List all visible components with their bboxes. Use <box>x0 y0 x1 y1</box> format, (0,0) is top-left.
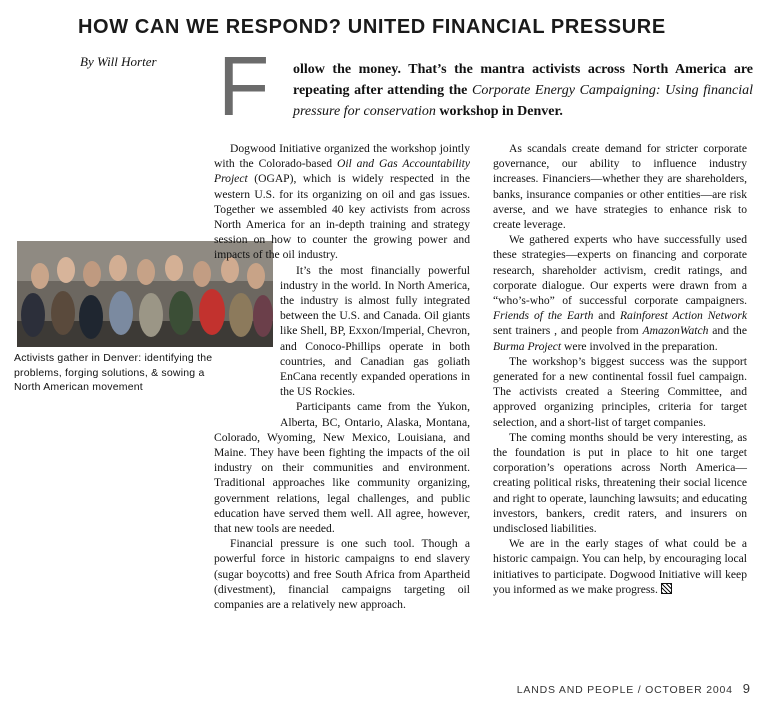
paragraph <box>493 536 747 597</box>
photo-person <box>137 259 155 285</box>
photo-person <box>21 293 45 337</box>
photo-person <box>31 263 49 289</box>
photo-person <box>169 291 193 335</box>
article-column-2 <box>493 141 747 597</box>
lead-text-b: workshop in Denver. <box>435 104 563 119</box>
page-headline: HOW CAN WE RESPOND? UNITED FINANCIAL PRESSURE <box>78 16 666 38</box>
lead-text-a: ollow the money. That’s the mantra activists across North America are repeating after attending the <box>293 62 753 98</box>
paragraph: The workshop’s biggest success was the support generated for a new continental fossil fuel campaign. The activists created a Steering Committee, and approved organizing principles, criteria for target selection, and a short-list of target companies. <box>493 354 747 429</box>
text-run: We gathered experts who have successfully used these strategies—experts on financing and corporate research, shareholder activism, credit ratings, and corporate dialogue. Our experts were drawn from a “who’s-who” of successful corporate campaigners. <box>493 233 747 308</box>
text-run: sent trainers , and people from <box>493 324 643 338</box>
paragraph: Participants came from the Yukon, Alberta, BC, Ontario, Alaska, Montana, Colorado, Wyoming, New Mexico, Louisiana, and Maine. They have been fighting the impacts of the oil industry on their communities and environment. Traditional approaches like community organizing, government relations, legal challenges, and public education have served them well. All agree, however, that new tools are needed. <box>214 400 470 536</box>
photo-person <box>57 257 75 283</box>
photo-person <box>165 255 183 281</box>
lead-paragraph <box>293 59 753 122</box>
paragraph: As scandals create demand for stricter corporate governance, our ability to influence industry increases. Financiers—whether they are shareholders, banks, insurance companies or other entities—are risk averse, and we have strategies to enhance risk to create leverage. <box>493 142 747 232</box>
organization-name: Friends of the Earth <box>493 309 594 323</box>
drop-cap: F <box>218 39 270 133</box>
organization-name: Burma Project <box>493 339 562 353</box>
page-footer <box>517 681 750 696</box>
organization-name: Oil and Gas Accountability Project <box>214 157 470 186</box>
organization-name: AmazonWatch <box>642 324 709 338</box>
photo-person <box>79 295 103 339</box>
byline: By Will Horter <box>80 54 157 69</box>
text-run: were involved in the preparation. <box>561 339 718 353</box>
paragraph <box>214 141 470 263</box>
workshop-title: Corporate Energy Campaigning: Using financial pressure for conservation <box>293 83 753 119</box>
photo-person <box>83 261 101 287</box>
text-run: (OGAP), which is widely respected in the western U.S. for its organizing on oil and gas issues. Together we assembled 40 key activists from across North America for an in-depth training and strategy session on how to counter the growing power and impacts of the oil industry. <box>214 172 470 262</box>
paragraph <box>493 232 747 354</box>
photo-caption: Activists gather in Denver: identifying the problems, forging solutions, & sowing a North American movement <box>14 352 213 393</box>
photo-person <box>109 255 127 281</box>
text-run: We are in the early stages of what could be a historic campaign. You can help, by encouraging local initiatives to participate. Dogwood Initiative will keep you informed as we make progress. <box>493 537 747 596</box>
page-number: 9 <box>742 681 750 696</box>
photo-person <box>193 261 211 287</box>
article-column-1 <box>214 141 470 612</box>
paragraph: The coming months should be very interesting, as the foundation is put in place to hit one target corporation’s operations across North America—creating political risks, threatening their social licence and right to operate, launching lawsuits; and educating investors, bankers, credit raters, and insurers on undisclosed liabilities. <box>493 430 747 536</box>
text-run: and the <box>708 324 747 338</box>
end-of-article-icon <box>661 583 672 594</box>
photo-person <box>109 291 133 335</box>
text-run: and <box>593 309 620 323</box>
paragraph: Financial pressure is one such tool. Though a powerful force in historic campaigns to end slavery (sugar boycotts) and free South Africa from Apartheid (divestment), financial campaigns targeting oil companies are a relatively new approach. <box>214 537 470 612</box>
photo-wrap-space <box>214 267 280 419</box>
organization-name: Rainforest Action Network <box>619 309 747 323</box>
text-run: Dogwood Initiative organized the workshop jointly with the Colorado-based <box>214 142 470 171</box>
photo-person <box>51 291 75 335</box>
photo-person <box>139 293 163 337</box>
publication-name: LANDS AND PEOPLE / OCTOBER 2004 <box>516 684 733 696</box>
paragraph: It’s the most financially powerful industry in the world. In North America, the industry is almost fully integrated between the U.S. and Canada. Oil giants like Shell, BP, Exxon/Imperial, Chevron, and Conoco-Phillips operate in both countries, and Canadian gas goliath EnCana recently expanded operations in the US Rockies. <box>280 263 470 399</box>
